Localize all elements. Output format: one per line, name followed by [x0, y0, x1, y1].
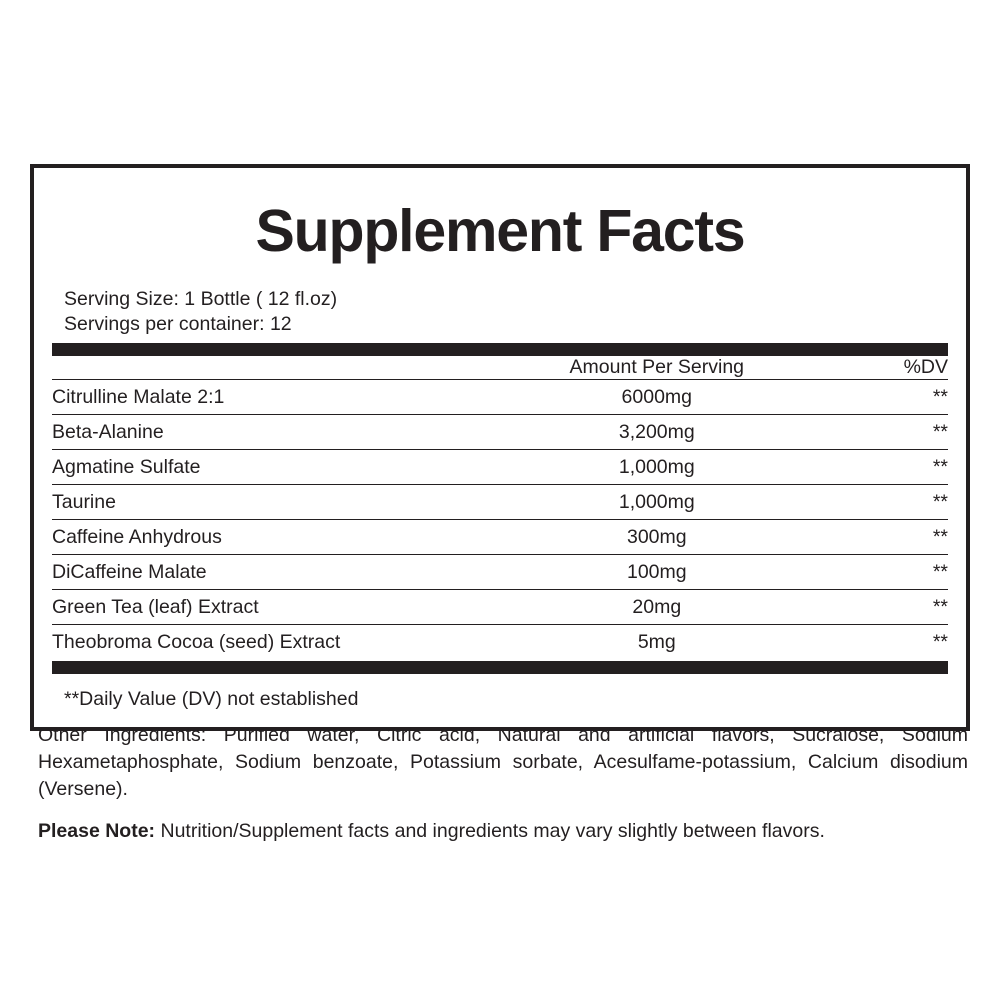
nutrient-dv: **	[840, 380, 948, 415]
column-header-amount: Amount Per Serving	[569, 356, 745, 378]
column-header-dv: %DV	[903, 356, 948, 378]
nutrient-amount: 5mg	[473, 625, 840, 660]
nutrient-name: Green Tea (leaf) Extract	[52, 590, 473, 625]
please-note-label: Please Note:	[38, 820, 156, 842]
nutrient-dv: **	[840, 450, 948, 485]
nutrient-dv: **	[840, 625, 948, 660]
nutrient-name: Theobroma Cocoa (seed) Extract	[52, 625, 473, 660]
nutrient-amount: 300mg	[473, 520, 840, 555]
nutrient-amount: 3,200mg	[473, 415, 840, 450]
nutrient-dv: **	[840, 520, 948, 555]
nutrient-amount: 1,000mg	[473, 450, 840, 485]
column-header-name	[52, 356, 473, 380]
supplement-facts-panel	[30, 164, 970, 731]
nutrient-name: Taurine	[52, 485, 473, 520]
nutrient-amount: 100mg	[473, 555, 840, 590]
nutrient-dv: **	[840, 555, 948, 590]
daily-value-footnote: **Daily Value (DV) not established	[64, 688, 359, 710]
nutrient-dv: **	[840, 590, 948, 625]
table-row	[52, 590, 948, 625]
table-row	[52, 450, 948, 485]
nutrient-amount: 1,000mg	[473, 485, 840, 520]
nutrient-dv: **	[840, 415, 948, 450]
table-row	[52, 625, 948, 660]
table-row	[52, 555, 948, 590]
nutrient-name: Caffeine Anhydrous	[52, 520, 473, 555]
nutrient-amount: 6000mg	[473, 380, 840, 415]
page-title: Supplement Facts	[255, 198, 745, 264]
table-row	[52, 380, 948, 415]
nutrient-name: Citrulline Malate 2:1	[52, 380, 473, 415]
table-row	[52, 485, 948, 520]
table-header-row	[52, 356, 948, 380]
nutrient-name: Agmatine Sulfate	[52, 450, 473, 485]
divider-thick-bottom	[52, 661, 948, 674]
serving-size-text: Serving Size: 1 Bottle ( 12 fl.oz)	[64, 288, 338, 310]
nutrients-table	[52, 356, 948, 659]
table-row	[52, 415, 948, 450]
table-row	[52, 520, 948, 555]
nutrient-dv: **	[840, 485, 948, 520]
servings-per-container-text: Servings per container: 12	[64, 313, 292, 335]
nutrient-name: Beta-Alanine	[52, 415, 473, 450]
nutrient-amount: 20mg	[473, 590, 840, 625]
other-ingredients-text: Other Ingredients: Purified water, Citric acid, Natural and artificial flavors, Sucralose, Sodium Hexametaphosphate, Sodium benzoate, Potassium sorbate, Acesulfame-potassium, Calcium disodium (Versene).	[38, 724, 968, 800]
please-note-body: Nutrition/Supplement facts and ingredients may vary slightly between flavors.	[155, 820, 825, 842]
divider-thick-top	[52, 343, 948, 356]
please-note-text	[38, 818, 968, 845]
nutrient-name: DiCaffeine Malate	[52, 555, 473, 590]
